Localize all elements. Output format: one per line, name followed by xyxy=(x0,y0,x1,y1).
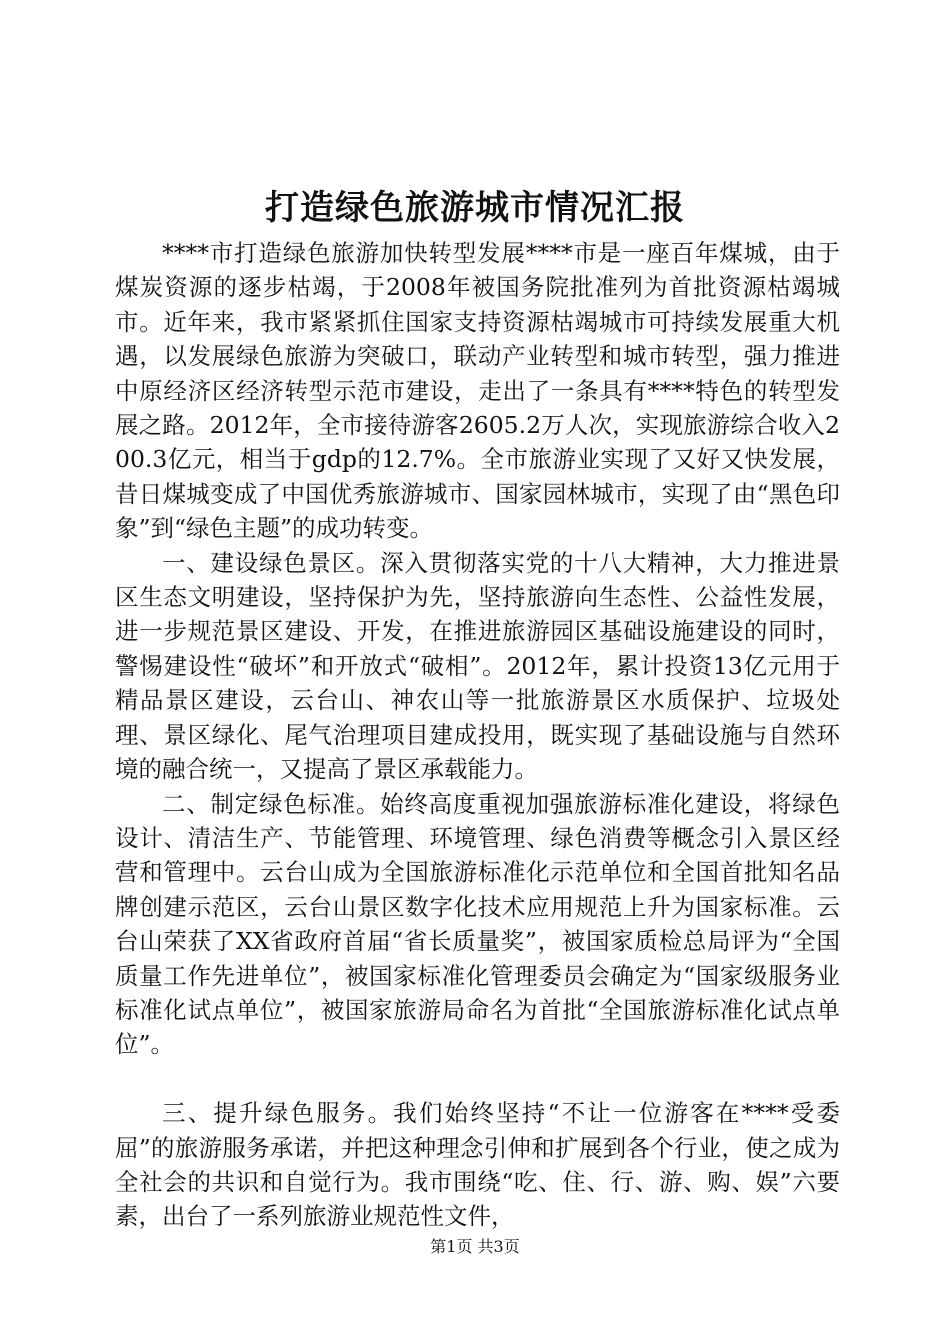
paragraph-intro: ****市打造绿色旅游加快转型发展****市是一座百年煤城，由于煤炭资源的逐步枯竭，于2008年被国务院批准列为首批资源枯竭城市。近年来，我市紧紧抓住国家支持资源枯竭城市可持续发展重大机遇，以发展绿色旅游为突破口，联动产业转型和城市转型，强力推进中原经济区经济转型示范市建设，走出了一条具有****特色的转型发展之路。2012年，全市接待游客2605.2万人次，实现旅游综合收入200.3亿元，相当于gdp的12.7%。全市旅游业实现了又好又快发展，昔日煤城变成了中国优秀旅游城市、国家园林城市，实现了由“黑色印象”到“绿色主题”的成功转变。 xyxy=(115,239,840,543)
page-footer: 第1页 共3页 xyxy=(430,1237,520,1256)
paragraph-section-3: 三、提升绿色服务。我们始终坚持“不让一位游客在****受委屈”的旅游服务承诺，并把这种理念引伸和扩展到各个行业，使之成为全社会的共识和自觉行为。我市围绕“吃、住、行、游、购、娱”六要素，出台了一系列旅游业规范性文件， xyxy=(115,1099,840,1231)
paragraph-section-1: 一、建设绿色景区。深入贯彻落实党的十八大精神，大力推进景区生态文明建设，坚持保护为先，坚持旅游向生态性、公益性发展，进一步规范景区建设、开发，在推进旅游园区基础设施建设的同时，警惕建设性“破坏”和开放式“破相”。2012年，累计投资13亿元用于精品景区建设，云台山、神农山等一批旅游景区水质保护、垃圾处理、景区绿化、尾气治理项目建成投用，既实现了基础设施与自然环境的融合统一，又提高了景区承载能力。 xyxy=(115,548,840,784)
paragraph-section-2: 二、制定绿色标准。始终高度重视加强旅游标准化建设，将绿色设计、清洁生产、节能管理、环境管理、绿色消费等概念引入景区经营和管理中。云台山成为全国旅游标准化示范单位和全国首批知名品牌创建示范区，云台山景区数字化技术应用规范上升为国家标准。云台山荣获了XX省政府首届“省长质量奖”，被国家质检总局评为“全国质量工作先进单位”，被国家标准化管理委员会确定为“国家级服务业标准化试点单位”，被国家旅游局命名为首批“全国旅游标准化试点单位”。 xyxy=(115,789,840,1059)
document-title: 打造绿色旅游城市情况汇报 xyxy=(265,188,685,228)
document-body xyxy=(115,236,840,1234)
